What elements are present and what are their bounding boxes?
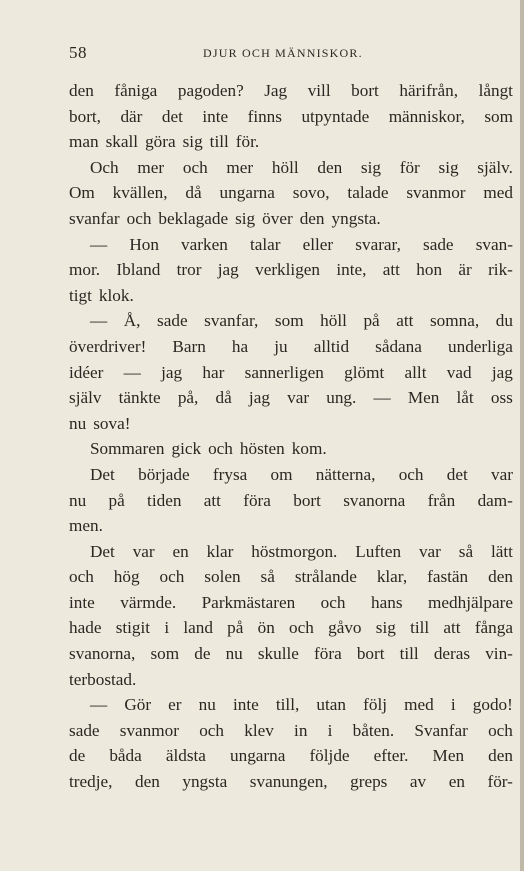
page-header [69, 43, 514, 63]
text-line: den fåniga pagoden? Jag vill bort härifrån, långt [69, 81, 513, 100]
text-line: Sommaren gick och hösten kom. [90, 439, 327, 459]
text-line: Det började frysa om nätterna, och det var [90, 464, 513, 484]
text-line: inte värmde. Parkmästaren och hans medhjälpare [69, 592, 513, 612]
text-line: hade stigit i land på ön och gåvo sig till att fånga [69, 618, 513, 638]
text-line: idéer — jag har sannerligen glömt allt vad jag [69, 362, 513, 382]
text-line: svanorna, som de nu skulle föra bort till deras vin- [69, 644, 513, 664]
text-line: svanfar och beklagade sig över den yngsta. [69, 208, 381, 228]
running-title: DJUR OCH MÄNNISKOR. [203, 46, 363, 60]
text-line: Om kvällen, då ungarna sovo, talade svanmor med [69, 183, 513, 203]
text-line: — Gör er nu inte till, utan följ med i godo! [90, 695, 513, 715]
text-line: bort, där det inte finns utpyntade människor, som [69, 106, 513, 126]
text-line: tigt klok. [69, 285, 134, 305]
text-line: men. [69, 516, 103, 536]
text-line: — Hon varken talar eller svarar, sade svan- [90, 234, 513, 254]
text-line: själv tänkte på, då jag var ung. — Men låt oss [69, 388, 513, 408]
text-line: och hög och solen så strålande klar, fastän den [69, 567, 513, 587]
text-line: mor. Ibland tror jag verkligen inte, att hon är rik- [69, 260, 513, 280]
text-line: — Å, sade svanfar, som höll på att somna, du [90, 311, 513, 331]
text-line: de båda äldsta ungarna följde efter. Men den [69, 746, 513, 766]
text-line: Det var en klar höstmorgon. Luften var så lätt [90, 541, 513, 561]
text-line: terbostad. [69, 669, 137, 689]
text-line: nu sova! [69, 413, 131, 433]
page-edge [520, 0, 524, 871]
text-line: överdriver! Barn ha ju alltid sådana underliga [69, 336, 513, 356]
text-line: Och mer och mer höll den sig för sig själv. [90, 157, 513, 177]
text-line: man skall göra sig till för. [69, 132, 260, 152]
page-number: 58 [69, 43, 87, 62]
text-line: tredje, den yngsta svanungen, greps av en för- [69, 772, 513, 792]
text-line: sade svanmor och klev in i båten. Svanfar och [69, 720, 513, 740]
body-text [69, 78, 513, 795]
text-line: nu på tiden att föra bort svanorna från dam- [69, 490, 513, 510]
